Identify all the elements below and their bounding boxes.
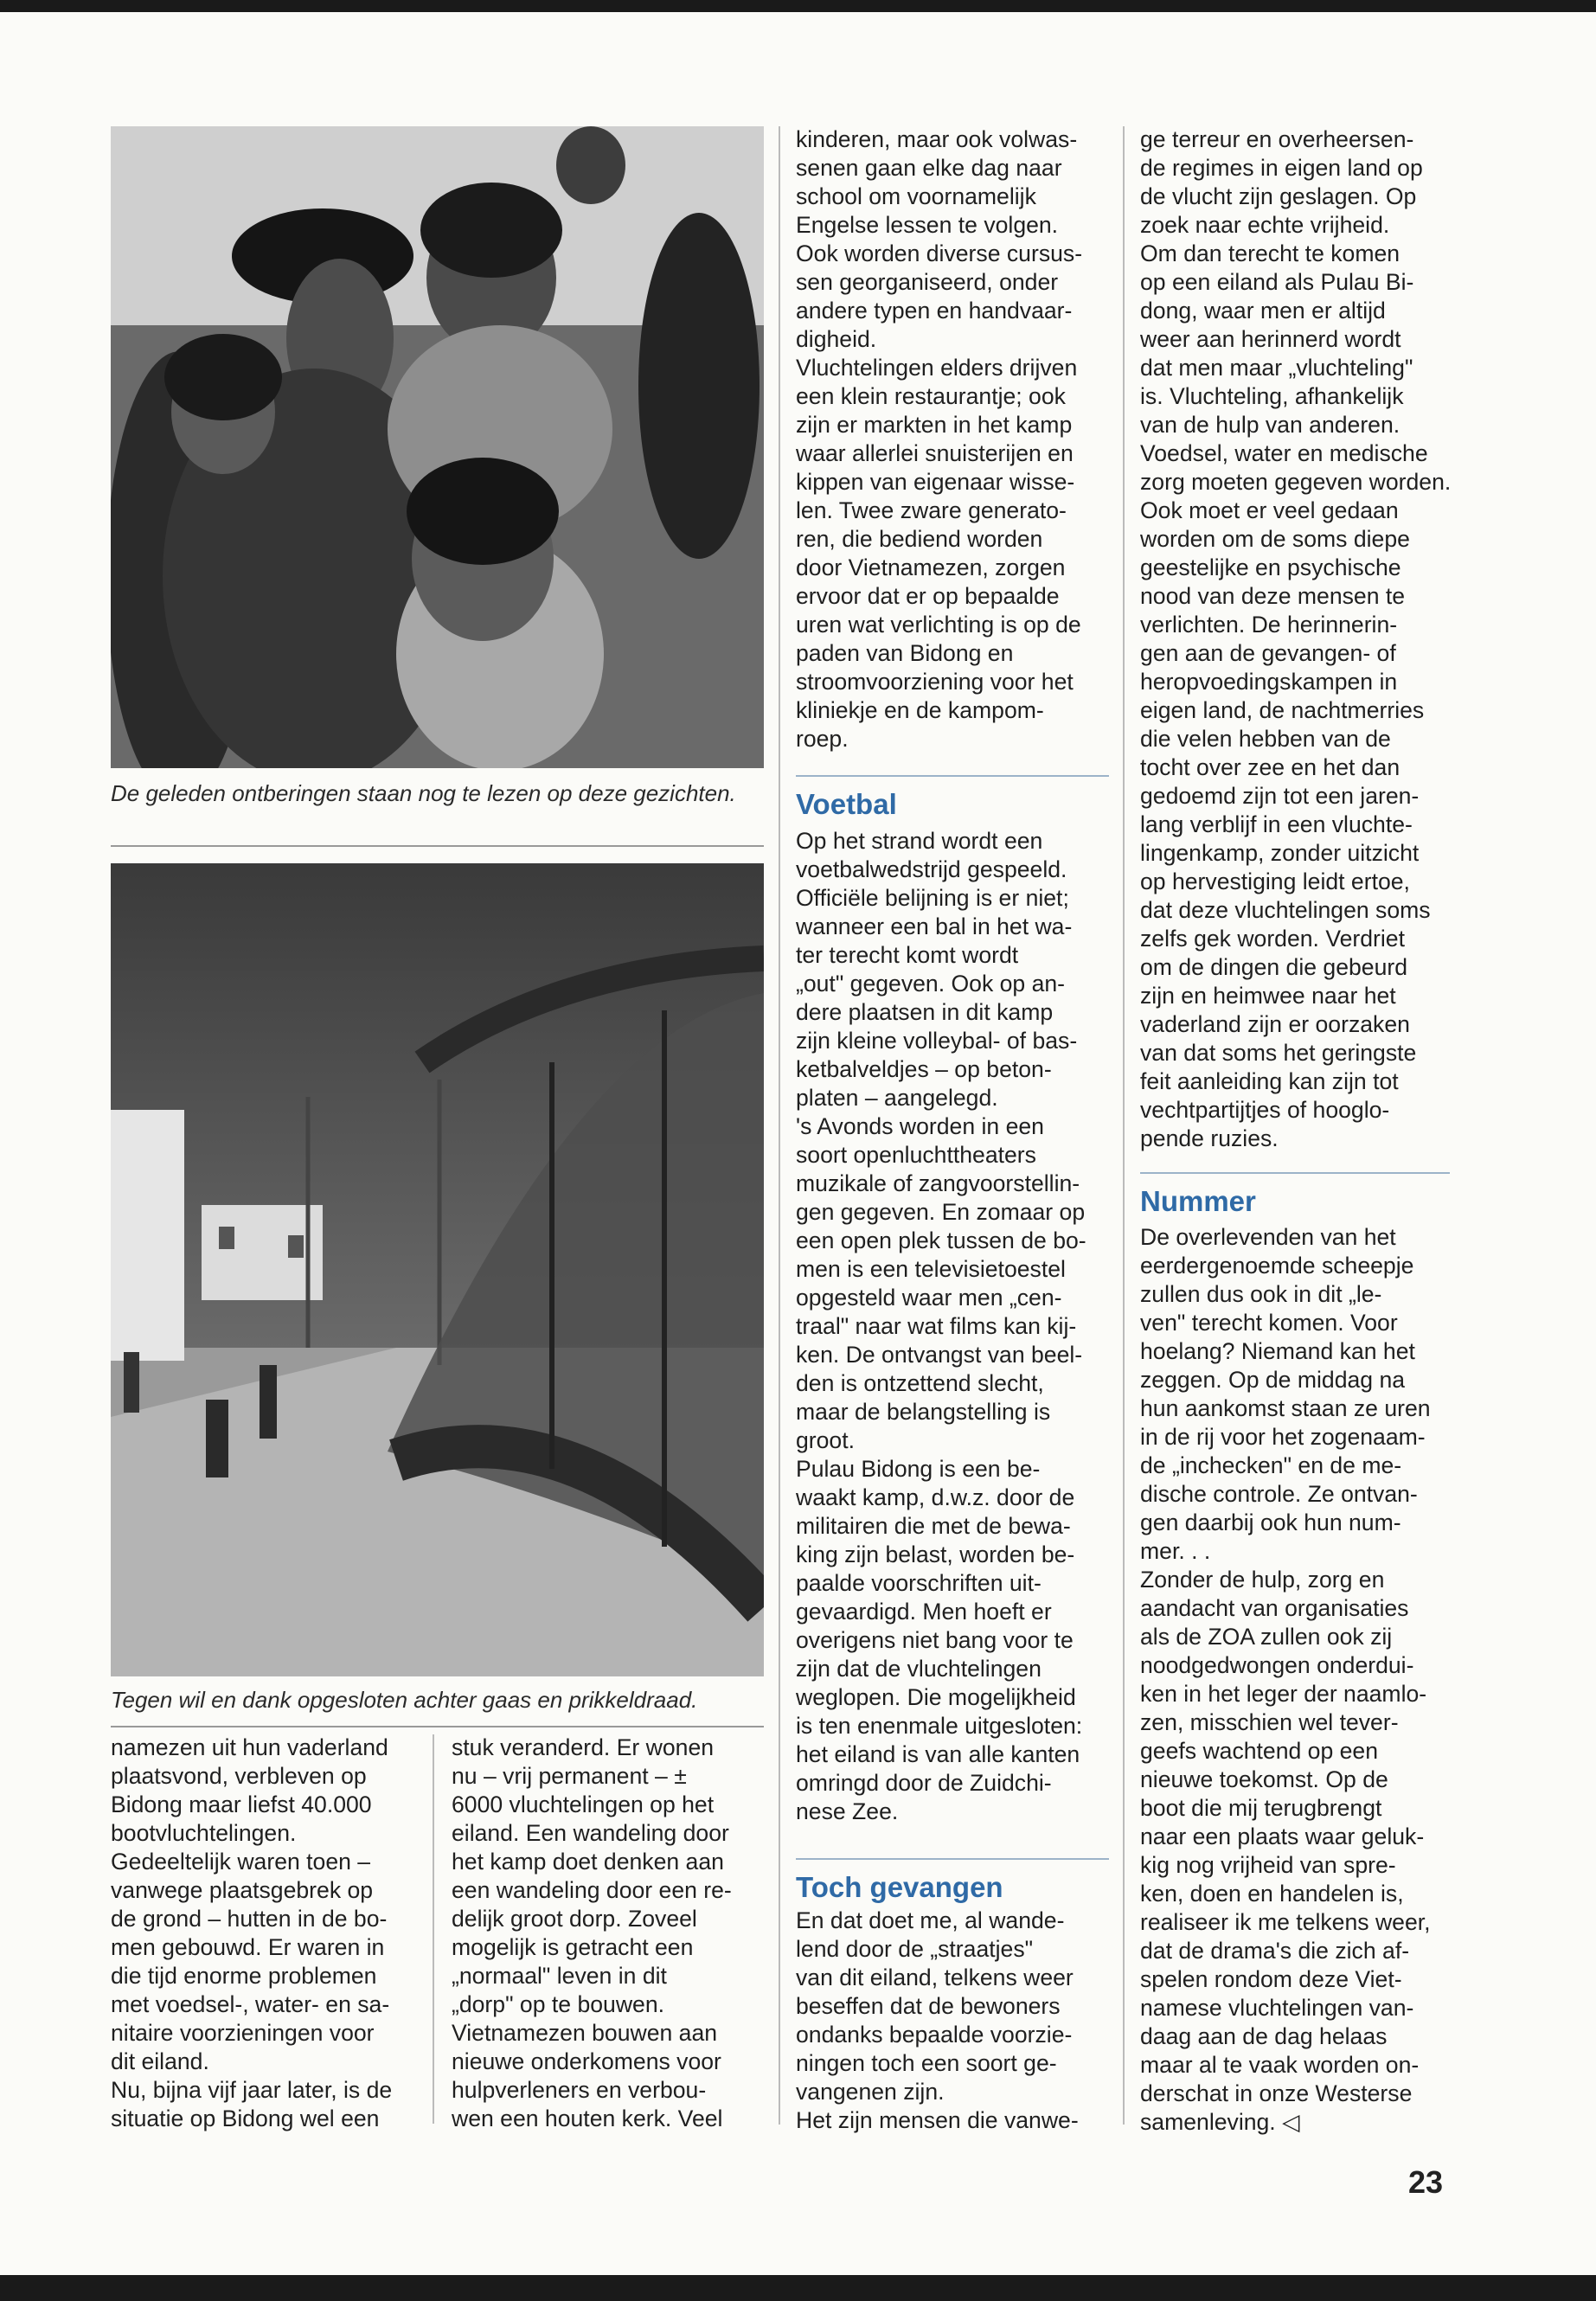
- text-line: situatie op Bidong wel een: [111, 2106, 380, 2131]
- text-line: van dat soms het geringste: [1140, 1040, 1417, 1066]
- text-line: beseffen dat de bewoners: [796, 1993, 1061, 2019]
- text-line: nieuwe onderkomens voor: [452, 2048, 721, 2074]
- text-line: roep.: [796, 726, 849, 752]
- text-line: is ten enenmale uitgesloten:: [796, 1713, 1083, 1739]
- text-line: stroomvoorziening voor het: [796, 669, 1074, 695]
- column-divider: [1123, 126, 1125, 2125]
- text-line: gen aan de gevangen- of: [1140, 640, 1396, 666]
- text-line: nitaire voorzieningen voor: [111, 2020, 375, 2046]
- text-line: ken in het leger der naamlo-: [1140, 1681, 1427, 1707]
- text-line: waakt kamp, d.w.z. door de: [796, 1484, 1075, 1510]
- text-line: zen, misschien wel tever-: [1140, 1709, 1399, 1735]
- column-3-toch: [796, 1907, 1116, 2135]
- column-4-nummer: [1140, 1223, 1495, 2137]
- text-line: De overlevenden van het: [1140, 1224, 1396, 1250]
- text-line: voetbalwedstrijd gespeeld.: [796, 856, 1067, 882]
- text-line: vaderland zijn er oorzaken: [1140, 1011, 1410, 1037]
- text-line: om de dingen die gebeurd: [1140, 954, 1408, 980]
- column-3-intro: [796, 125, 1116, 753]
- text-line: boot die mij terugbrengt: [1140, 1795, 1382, 1821]
- text-line: realiseer ik me telkens weer,: [1140, 1909, 1431, 1935]
- text-line: gevaardigd. Men hoeft er: [796, 1599, 1052, 1625]
- text-line: uren wat verlichting is op de: [796, 612, 1081, 638]
- text-line: omringd door de Zuidchi-: [796, 1770, 1052, 1796]
- text-line: kliniekje en de kampom-: [796, 697, 1044, 723]
- text-line: Het zijn mensen die vanwe-: [796, 2107, 1079, 2133]
- text-line: geestelijke en psychische: [1140, 554, 1401, 580]
- text-line: van dit eiland, telkens weer: [796, 1965, 1074, 1990]
- text-line: bootvluchtelingen.: [111, 1820, 297, 1846]
- text-line: de „inchecken" en de me-: [1140, 1452, 1402, 1478]
- text-line: noodgedwongen onderdui-: [1140, 1652, 1414, 1678]
- text-line: „out" gegeven. Ook op an-: [796, 971, 1066, 997]
- text-line: dat men maar „vluchteling": [1140, 355, 1413, 381]
- text-line: men gebouwd. Er waren in: [111, 1934, 385, 1960]
- text-line: nu – vrij permanent – ±: [452, 1763, 687, 1789]
- text-line: den is ontzettend slecht,: [796, 1370, 1044, 1396]
- text-line: dat deze vluchtelingen soms: [1140, 897, 1431, 923]
- scan-border-bottom: [0, 2275, 1596, 2301]
- text-line: stuk veranderd. Er wonen: [452, 1734, 715, 1760]
- text-line: lend door de „straatjes": [796, 1936, 1034, 1962]
- text-line: maar al te vaak worden on-: [1140, 2052, 1420, 2078]
- text-line: namezen uit hun vaderland plaatsvond, verbleven op: [111, 1734, 388, 1789]
- text-line: eerdergenoemde scheepje: [1140, 1253, 1414, 1279]
- text-line: naar een plaats waar geluk-: [1140, 1823, 1425, 1849]
- text-line: vangenen zijn.: [796, 2079, 945, 2105]
- text-line: muzikale of zangvoorstellin-: [796, 1170, 1080, 1196]
- text-line: school om voornamelijk: [796, 183, 1036, 209]
- text-line: zijn er markten in het kamp: [796, 412, 1073, 438]
- text-line: paden van Bidong en: [796, 640, 1014, 666]
- text-line: dische controle. Ze ontvan-: [1140, 1481, 1418, 1507]
- text-line: ken, doen en handelen is,: [1140, 1881, 1404, 1907]
- text-line: eigen land, de nachtmerries: [1140, 697, 1425, 723]
- text-line: Officiële belijning is er niet;: [796, 885, 1069, 911]
- text-line: lingenkamp, zonder uitzicht: [1140, 840, 1420, 866]
- page-number: 23: [1408, 2164, 1444, 2200]
- text-line: op hervestiging leidt ertoe,: [1140, 868, 1410, 894]
- text-line: kinderen, maar ook volwas-: [796, 126, 1078, 152]
- text-line: dat de drama's die zich af-: [1140, 1938, 1410, 1964]
- text-line: digheid.: [796, 326, 877, 352]
- text-line: sen georganiseerd, onder: [796, 269, 1059, 295]
- text-line: nieuwe toekomst. Op de: [1140, 1766, 1388, 1792]
- text-line: samenleving. ◁: [1140, 2109, 1300, 2135]
- text-line: Gedeeltelijk waren toen –: [111, 1849, 371, 1875]
- text-line: ren, die bediend worden: [796, 526, 1043, 552]
- text-line: kippen van eigenaar wisse-: [796, 469, 1075, 495]
- text-line: geefs wachtend op een: [1140, 1738, 1379, 1764]
- text-line: ningen toch een soort ge-: [796, 2050, 1057, 2076]
- text-line: paalde voorschriften uit-: [796, 1570, 1042, 1596]
- barbed-wire-fence-photo: [111, 863, 764, 1676]
- text-line: door Vietnamezen, zorgen: [796, 554, 1066, 580]
- text-line: hoelang? Niemand kan het: [1140, 1338, 1415, 1364]
- text-line: waar allerlei snuisterijen en: [796, 440, 1074, 466]
- text-line: king zijn belast, worden be-: [796, 1541, 1075, 1567]
- text-line: „normaal" leven in dit: [452, 1963, 667, 1989]
- section-rule: [796, 1858, 1109, 1860]
- photo2-caption: Tegen wil en dank opgesloten achter gaas en prikkeldraad.: [111, 1687, 698, 1713]
- text-line: in de rij voor het zogenaam-: [1140, 1424, 1426, 1450]
- section-rule: [796, 775, 1109, 777]
- caption-divider: [111, 1726, 764, 1727]
- text-line: zoek naar echte vrijheid.: [1140, 212, 1390, 238]
- text-line: andere typen en handvaar-: [796, 298, 1073, 324]
- text-line: ter terecht komt wordt: [796, 942, 1019, 968]
- text-line: Vluchtelingen elders drijven: [796, 355, 1078, 381]
- text-line: wen een houten kerk. Veel: [452, 2106, 723, 2131]
- text-line: hulpverleners en verbou-: [452, 2077, 707, 2103]
- text-line: ketbalveldjes – op beton-: [796, 1056, 1052, 1082]
- text-line: Om dan terecht te komen: [1140, 240, 1401, 266]
- text-line: zijn en heimwee naar het: [1140, 983, 1396, 1009]
- text-line: vanwege plaatsgebrek op: [111, 1877, 374, 1903]
- text-line: mer. . .: [1140, 1538, 1211, 1564]
- column-3-voetbal: [796, 827, 1116, 1826]
- text-line: hun aankomst staan ze uren: [1140, 1395, 1431, 1421]
- text-line: Ook moet er veel gedaan: [1140, 497, 1399, 523]
- column-1-text: [111, 1734, 418, 2133]
- text-line: gen daarbij ook hun num-: [1140, 1509, 1401, 1535]
- text-line: traal" naar wat films kan kij-: [796, 1313, 1077, 1339]
- text-line: Voedsel, water en medische: [1140, 440, 1428, 466]
- caption-divider: [111, 845, 764, 847]
- text-line: spelen rondom deze Viet-: [1140, 1966, 1402, 1992]
- text-line: gedoemd zijn tot een jaren-: [1140, 783, 1420, 809]
- text-line: zelfs gek worden. Verdriet: [1140, 926, 1405, 952]
- scan-border-top: [0, 0, 1596, 12]
- text-line: dere plaatsen in dit kamp: [796, 999, 1054, 1025]
- text-line: verlichten. De herinnerin-: [1140, 612, 1398, 638]
- text-line: het eiland is van alle kanten: [796, 1741, 1080, 1767]
- text-line: tocht over zee en het dan: [1140, 754, 1401, 780]
- text-line: Engelse lessen te volgen.: [796, 212, 1059, 238]
- text-line: 6000 vluchtelingen op het: [452, 1791, 715, 1817]
- text-line: „dorp" op te bouwen.: [452, 1991, 664, 2017]
- text-line: is. Vluchteling, afhankelijk: [1140, 383, 1404, 409]
- text-line: zijn kleine volleybal- of bas-: [796, 1028, 1078, 1054]
- text-line: de vlucht zijn geslagen. Op: [1140, 183, 1417, 209]
- text-line: aandacht van organisaties: [1140, 1595, 1409, 1621]
- text-line: namese vluchtelingen van-: [1140, 1995, 1414, 2021]
- text-line: een open plek tussen de bo-: [796, 1227, 1086, 1253]
- text-line: soort openluchttheaters: [796, 1142, 1036, 1168]
- section-rule: [1140, 1172, 1450, 1174]
- text-line: gen gegeven. En zomaar op: [796, 1199, 1086, 1225]
- text-line: op een eiland als Pulau Bi-: [1140, 269, 1414, 295]
- column-divider: [433, 1734, 434, 2124]
- text-line: het kamp doet denken aan: [452, 1849, 724, 1875]
- text-line: Nu, bijna vijf jaar later, is de: [111, 2077, 393, 2103]
- heading-voetbal: Voetbal: [796, 788, 897, 820]
- text-line: overigens niet bang voor te: [796, 1627, 1074, 1653]
- text-line: mogelijk is getracht een: [452, 1934, 694, 1960]
- text-line: En dat doet me, al wande-: [796, 1907, 1065, 1933]
- text-line: die velen hebben van de: [1140, 726, 1391, 752]
- text-line: de regimes in eigen land op: [1140, 155, 1423, 181]
- text-line: een wandeling door een re-: [452, 1877, 732, 1903]
- text-line: dong, waar men er altijd: [1140, 298, 1386, 324]
- text-line: delijk groot dorp. Zoveel: [452, 1906, 697, 1932]
- text-line: zeggen. Op de middag na: [1140, 1367, 1406, 1393]
- text-line: derschat in onze Westerse: [1140, 2080, 1413, 2106]
- text-line: nood van deze mensen te: [1140, 583, 1406, 609]
- text-line: Vietnamezen bouwen aan: [452, 2020, 718, 2046]
- text-line: 's Avonds worden in een: [796, 1113, 1044, 1139]
- text-line: zijn dat de vluchtelingen: [796, 1656, 1042, 1682]
- text-line: opgesteld waar men „cen-: [796, 1285, 1062, 1311]
- text-line: een klein restaurantje; ook: [796, 383, 1066, 409]
- heading-toch-gevangen: Toch gevangen: [796, 1871, 1003, 1903]
- column-2-text: [452, 1734, 763, 2133]
- text-line: len. Twee zware generato-: [796, 497, 1067, 523]
- text-line: die tijd enorme problemen: [111, 1963, 377, 1989]
- text-line: heropvoedingskampen in: [1140, 669, 1398, 695]
- refugee-family-photo: [111, 126, 764, 768]
- text-line: men is een televisietoestel: [796, 1256, 1066, 1282]
- text-line: wanneer een bal in het wa-: [796, 913, 1073, 939]
- text-line: militairen die met de bewa-: [796, 1513, 1071, 1539]
- text-line: ven" terecht komen. Voor: [1140, 1310, 1398, 1336]
- text-line: zorg moeten gegeven worden.: [1140, 469, 1452, 495]
- text-line: Ook worden diverse cursus-: [796, 240, 1083, 266]
- text-line: platen – aangelegd.: [796, 1085, 998, 1111]
- photo1-caption: De geleden ontberingen staan nog te lezen op deze gezichten.: [111, 780, 736, 806]
- text-line: Pulau Bidong is een be-: [796, 1456, 1041, 1482]
- column-divider: [779, 126, 780, 2125]
- text-line: maar de belangstelling is: [796, 1399, 1051, 1425]
- text-line: worden om de soms diepe: [1140, 526, 1410, 552]
- text-line: weer aan herinnerd wordt: [1140, 326, 1401, 352]
- text-line: ervoor dat er op bepaalde: [796, 583, 1060, 609]
- heading-nummer: Nummer: [1140, 1185, 1256, 1217]
- text-line: ken. De ontvangst van beel-: [796, 1342, 1083, 1368]
- text-line: lang verblijf in een vluchte-: [1140, 811, 1413, 837]
- text-line: Bidong maar liefst 40.000: [111, 1791, 372, 1817]
- text-line: senen gaan elke dag naar: [796, 155, 1062, 181]
- text-line: met voedsel-, water- en sa-: [111, 1991, 390, 2017]
- text-line: ge terreur en overheersen-: [1140, 126, 1414, 152]
- text-line: de grond – hutten in de bo-: [111, 1906, 388, 1932]
- text-line: nese Zee.: [796, 1798, 899, 1824]
- text-line: ondanks bepaalde voorzie-: [796, 2022, 1073, 2048]
- text-line: eiland. Een wandeling door: [452, 1820, 729, 1846]
- text-line: daag aan de dag helaas: [1140, 2023, 1388, 2049]
- text-line: weglopen. Die mogelijkheid: [796, 1684, 1076, 1710]
- text-line: zullen dus ook in dit „le-: [1140, 1281, 1382, 1307]
- text-line: Op het strand wordt een: [796, 828, 1043, 854]
- text-line: pende ruzies.: [1140, 1125, 1279, 1151]
- text-line: vechtpartijtjes of hooglo-: [1140, 1097, 1390, 1123]
- text-line: groot.: [796, 1427, 856, 1453]
- text-line: Zonder de hulp, zorg en: [1140, 1567, 1385, 1593]
- column-4-intro: [1140, 125, 1495, 1153]
- text-line: kig nog vrijheid van spre-: [1140, 1852, 1396, 1878]
- text-line: als de ZOA zullen ook zij: [1140, 1624, 1393, 1650]
- text-line: dit eiland.: [111, 2048, 209, 2074]
- text-line: feit aanleiding kan zijn tot: [1140, 1068, 1399, 1094]
- text-line: van de hulp van anderen.: [1140, 412, 1401, 438]
